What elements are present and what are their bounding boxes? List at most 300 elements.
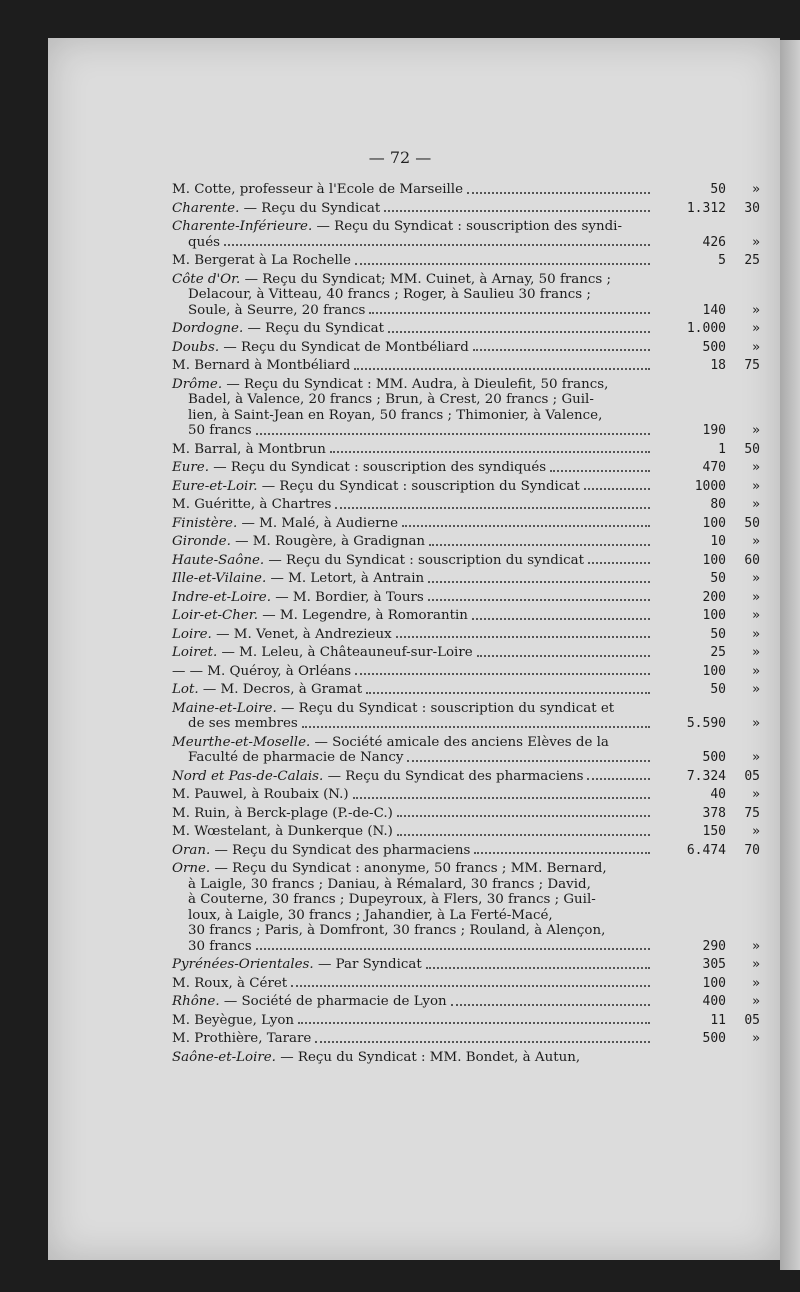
entry-line-text — [172, 994, 447, 1010]
amount-centimes: » — [752, 302, 760, 318]
amount-centimes: » — [752, 460, 760, 475]
amount — [654, 787, 760, 803]
amount — [654, 497, 760, 513]
entry-line — [172, 392, 654, 408]
amount-francs: 100 — [702, 608, 726, 623]
entry-text — [172, 1031, 654, 1047]
entry-detail: Faculté de pharmacie de Nancy — [188, 750, 404, 765]
list-item — [172, 976, 760, 992]
dot-leader — [256, 947, 650, 950]
list-item — [172, 377, 760, 439]
entry-detail: — Reçu du Syndicat des pharmaciens — [214, 842, 471, 858]
amount-francs: 426 — [702, 234, 726, 250]
amount — [654, 358, 760, 374]
list-item — [172, 516, 760, 532]
list-item — [172, 571, 760, 587]
amount-francs: 150 — [702, 824, 726, 839]
entry-detail: — Reçu du Syndicat : anonyme, 50 francs ; MM. Bernard, — [214, 861, 607, 876]
entry-line — [172, 701, 654, 717]
department-name: Orne. — [172, 861, 211, 876]
entry-detail: — Par Syndicat — [317, 957, 422, 972]
list-item — [172, 553, 760, 569]
entry-line-text — [172, 460, 546, 476]
list-item — [172, 861, 760, 954]
dot-leader — [474, 851, 650, 854]
dot-leader — [472, 617, 650, 620]
department-name: Dordogne. — [172, 321, 244, 336]
amount-francs: 1 — [718, 441, 726, 457]
amount-francs: 5.590 — [686, 716, 726, 731]
entry-detail: à Couterne, 30 francs ; Dupeyroux, à Flers, 30 francs ; Guil- — [188, 892, 596, 907]
amount — [654, 824, 760, 840]
entry-line — [172, 806, 654, 822]
entry-detail: — — M. Quéroy, à Orléans — [172, 663, 352, 679]
department-name: Saône-et-Loire. — [172, 1049, 276, 1065]
entry-line-text — [172, 1050, 580, 1066]
dot-leader — [315, 1040, 650, 1043]
amount — [654, 442, 760, 458]
entry-line-text — [172, 787, 349, 803]
amount-centimes: 60 — [744, 552, 760, 568]
amount-francs: 100 — [702, 515, 726, 531]
entry-line — [172, 340, 654, 356]
entry-detail: — M. Venet, à Andrezieux — [216, 626, 392, 642]
department-name: Rhône. — [172, 994, 220, 1009]
amount-francs: 50 — [710, 626, 726, 642]
list-item — [172, 1050, 760, 1066]
amount — [654, 682, 760, 698]
department-name: Loir-et-Cher. — [172, 608, 258, 623]
entry-line-text — [172, 861, 607, 877]
list-item — [172, 701, 760, 732]
entry-line-text — [172, 358, 350, 374]
entry-line — [172, 908, 654, 924]
department-name: Ille-et-Vilaine. — [172, 571, 267, 586]
entry-line-text — [172, 497, 331, 513]
entry-detail: — M. Malé, à Audierne — [241, 515, 399, 531]
entry-detail: à Laigle, 30 francs ; Daniau, à Rémalard, 30 francs ; David, — [188, 876, 591, 892]
entry-text — [172, 701, 654, 732]
department-name: Indre-et-Loire. — [172, 589, 271, 605]
entry-line — [172, 750, 654, 766]
entry-text — [172, 571, 654, 587]
entry-line — [172, 516, 654, 532]
dot-leader — [302, 725, 650, 728]
entry-line-text — [172, 377, 608, 393]
list-item — [172, 769, 760, 785]
entry-line — [172, 497, 654, 513]
amount — [654, 750, 760, 766]
entry-text — [172, 861, 654, 954]
entry-line-text — [172, 682, 362, 698]
dot-leader — [429, 543, 650, 546]
amount-centimes: » — [752, 589, 760, 605]
amount — [654, 182, 760, 198]
entry-line — [172, 769, 654, 785]
entry-text — [172, 645, 654, 661]
amount-centimes: » — [752, 750, 760, 765]
amount — [654, 516, 760, 532]
entry-detail: — M. Letort, à Antrain — [270, 571, 425, 586]
department-name: Oran. — [172, 842, 211, 858]
amount-francs: 25 — [710, 645, 726, 660]
list-item — [172, 735, 760, 766]
list-item — [172, 182, 760, 198]
list-item — [172, 460, 760, 476]
list-item — [172, 253, 760, 269]
entry-line-text — [188, 303, 365, 319]
list-item — [172, 824, 760, 840]
amount-francs: 50 — [710, 571, 726, 586]
dot-leader — [402, 524, 650, 527]
dot-leader — [428, 598, 650, 601]
entry-detail: M. Pauwel, à Roubaix (N.) — [172, 787, 349, 802]
list-item — [172, 358, 760, 374]
entry-line-text — [172, 976, 287, 992]
entry-line-text — [172, 516, 398, 532]
amount-francs: 290 — [702, 938, 726, 954]
entry-detail: M. Cotte, professeur à l'Ecole de Marseille — [172, 182, 464, 197]
list-item — [172, 645, 760, 661]
entry-text — [172, 627, 654, 643]
dot-leader — [366, 691, 650, 694]
list-item — [172, 608, 760, 624]
amount — [654, 608, 760, 624]
entry-detail: — Reçu du Syndicat : souscription du Syndicat — [261, 478, 580, 494]
entry-line-text — [188, 908, 553, 924]
department-name: Haute-Saône. — [172, 552, 265, 568]
entry-detail: M. Bergerat à La Rochelle — [172, 253, 351, 268]
entry-line — [172, 608, 654, 624]
entry-text — [172, 806, 654, 822]
entry-text — [172, 735, 654, 766]
department-name: Meurthe-et-Moselle. — [172, 734, 311, 750]
entry-detail: — M. Legendre, à Romorantin — [262, 608, 468, 623]
entry-text — [172, 358, 654, 374]
amount-centimes: » — [752, 626, 760, 642]
amount-centimes: » — [752, 478, 760, 494]
amount-centimes: » — [752, 1031, 760, 1046]
entry-line — [172, 571, 654, 587]
dot-leader — [298, 1021, 650, 1024]
list-item — [172, 219, 760, 250]
entry-line-text — [172, 182, 463, 198]
entry-detail: loux, à Laigle, 30 francs ; Jahandier, à La Ferté-Macé, — [188, 907, 553, 923]
amount — [654, 957, 760, 973]
amount-centimes: » — [752, 645, 760, 660]
entry-line — [172, 479, 654, 495]
amount-centimes: » — [752, 824, 760, 839]
list-item — [172, 664, 760, 680]
entry-text — [172, 664, 654, 680]
dot-leader — [407, 759, 650, 762]
department-name: Lot. — [172, 682, 199, 697]
entry-line-text — [172, 769, 583, 785]
amount-francs: 100 — [702, 663, 726, 679]
amount-francs: 190 — [702, 423, 726, 438]
amount — [654, 423, 760, 439]
amount — [654, 976, 760, 992]
amount — [654, 994, 760, 1010]
amount-francs: 11 — [710, 1012, 726, 1028]
amount-francs: 40 — [710, 787, 726, 802]
entry-detail: 30 francs — [188, 938, 252, 954]
entry-line-text — [172, 219, 622, 235]
entry-detail: M. Barral, à Montbrun — [172, 441, 326, 457]
list-item — [172, 787, 760, 803]
entry-line-text — [188, 923, 605, 939]
amount-francs: 400 — [702, 994, 726, 1009]
entry-line-text — [188, 939, 252, 955]
entry-text — [172, 321, 654, 337]
department-name: Côte d'Or. — [172, 271, 241, 287]
amount-francs: 200 — [702, 589, 726, 605]
entry-text — [172, 201, 654, 217]
amount-centimes: 30 — [744, 200, 760, 216]
amount — [654, 806, 760, 822]
subscription-list — [172, 182, 760, 1068]
entry-line-text — [172, 1031, 311, 1047]
amount-centimes: 05 — [744, 1012, 760, 1028]
entry-line — [172, 377, 654, 393]
entry-line-text — [172, 843, 470, 859]
dot-leader — [428, 580, 650, 583]
entry-line — [172, 442, 654, 458]
amount — [654, 553, 760, 569]
entry-line — [172, 321, 654, 337]
amount-francs: 1000 — [694, 478, 726, 494]
amount-centimes: 05 — [744, 768, 760, 784]
entry-line-text — [172, 735, 609, 751]
entry-line-text — [172, 442, 326, 458]
dot-leader — [467, 191, 650, 194]
dot-leader — [588, 561, 650, 564]
entry-detail: — M. Leleu, à Châteauneuf-sur-Loire — [221, 645, 473, 660]
entry-line-text — [172, 534, 425, 550]
entry-line-text — [188, 892, 596, 908]
dot-leader — [388, 330, 650, 333]
amount — [654, 571, 760, 587]
page-number: — 72 — — [368, 148, 432, 167]
amount-francs: 100 — [702, 552, 726, 568]
amount-francs: 10 — [710, 534, 726, 549]
amount-centimes: » — [752, 787, 760, 802]
entry-line — [172, 892, 654, 908]
entry-text — [172, 182, 654, 198]
entry-line — [172, 735, 654, 751]
entry-detail: — Société de pharmacie de Lyon — [223, 994, 447, 1009]
amount-centimes: » — [752, 339, 760, 355]
entry-line-text — [172, 272, 611, 288]
entry-line-text — [172, 701, 614, 717]
entry-text — [172, 994, 654, 1010]
entry-line-text — [172, 253, 351, 269]
entry-line — [172, 716, 654, 732]
entry-detail: M. Beyègue, Lyon — [172, 1012, 295, 1028]
entry-detail: qués — [188, 234, 220, 250]
amount-centimes: 25 — [744, 253, 760, 268]
entry-line-text — [172, 590, 424, 606]
amount-francs: 305 — [702, 957, 726, 972]
list-item — [172, 806, 760, 822]
dot-leader — [451, 1003, 650, 1006]
amount — [654, 534, 760, 550]
entry-detail: — M. Rougère, à Gradignan — [235, 534, 426, 549]
list-item — [172, 682, 760, 698]
amount-centimes: 75 — [744, 805, 760, 821]
list-item — [172, 1013, 760, 1029]
entry-line-text — [172, 806, 393, 822]
list-item — [172, 957, 760, 973]
entry-line — [172, 423, 654, 439]
department-name: Loiret. — [172, 645, 218, 660]
entry-line — [172, 939, 654, 955]
list-item — [172, 442, 760, 458]
amount — [654, 716, 760, 732]
amount — [654, 321, 760, 337]
entry-detail: — Reçu du Syndicat; MM. Cuinet, à Arnay, 50 francs ; — [244, 271, 612, 287]
dot-leader — [256, 432, 650, 435]
amount-centimes: » — [752, 571, 760, 586]
amount — [654, 201, 760, 217]
entry-line — [172, 1031, 654, 1047]
amount-francs: 500 — [702, 750, 726, 765]
department-name: Maine-et-Loire. — [172, 700, 277, 716]
entry-text — [172, 377, 654, 439]
amount-centimes: » — [752, 234, 760, 250]
entry-line-text — [172, 1013, 294, 1029]
entry-text — [172, 340, 654, 356]
entry-detail: — Reçu du Syndicat : souscription du syndicat — [268, 552, 585, 568]
entry-text — [172, 553, 654, 569]
entry-line — [172, 182, 654, 198]
dot-leader — [291, 984, 650, 987]
dot-leader — [584, 487, 650, 490]
entry-line — [172, 787, 654, 803]
amount-centimes: » — [752, 716, 760, 731]
entry-text — [172, 497, 654, 513]
entry-line-text — [172, 340, 469, 356]
amount-francs: 500 — [702, 1031, 726, 1046]
entry-line — [172, 861, 654, 877]
entry-line — [172, 824, 654, 840]
entry-text — [172, 590, 654, 606]
entry-text — [172, 843, 654, 859]
list-item — [172, 272, 760, 319]
entry-line — [172, 408, 654, 424]
amount-centimes: 50 — [744, 515, 760, 531]
entry-detail: M. Ruin, à Berck-plage (P.-de-C.) — [172, 805, 393, 821]
amount-centimes: » — [752, 957, 760, 972]
entry-line — [172, 253, 654, 269]
dot-leader — [355, 672, 650, 675]
department-name: Pyrénées-Orientales. — [172, 957, 314, 972]
amount-centimes: » — [752, 663, 760, 679]
department-name: Charente. — [172, 200, 240, 216]
amount-centimes: » — [752, 975, 760, 991]
entry-text — [172, 442, 654, 458]
entry-line-text — [172, 627, 392, 643]
entry-line-text — [188, 423, 252, 439]
amount — [654, 479, 760, 495]
amount-francs: 6.474 — [686, 842, 726, 858]
entry-detail: — Reçu du Syndicat — [247, 321, 385, 336]
entry-detail: — Reçu du Syndicat — [243, 200, 381, 216]
entry-text — [172, 769, 654, 785]
department-name: Charente-Inférieure. — [172, 219, 313, 234]
list-item — [172, 590, 760, 606]
department-name: Gironde. — [172, 534, 231, 549]
list-item — [172, 994, 760, 1010]
dot-leader — [335, 506, 650, 509]
entry-text — [172, 608, 654, 624]
amount-centimes: » — [752, 994, 760, 1009]
amount — [654, 1031, 760, 1047]
entry-line-text — [188, 235, 220, 251]
dot-leader — [397, 814, 650, 817]
entry-line — [172, 201, 654, 217]
entry-text — [172, 1050, 654, 1066]
entry-line-text — [172, 957, 422, 973]
entry-line-text — [172, 608, 468, 624]
entry-detail: lien, à Saint-Jean en Royan, 50 francs ; Thimonier, à Valence, — [188, 407, 603, 423]
entry-line-text — [172, 321, 384, 337]
entry-text — [172, 253, 654, 269]
dot-leader — [369, 311, 650, 314]
dot-leader — [473, 348, 650, 351]
entry-detail: — Reçu du Syndicat des pharmaciens — [327, 768, 584, 784]
entry-line-text — [172, 664, 351, 680]
amount-centimes: » — [752, 423, 760, 438]
entry-line — [172, 976, 654, 992]
amount-francs: 500 — [702, 339, 726, 355]
department-name: Eure. — [172, 460, 209, 475]
entry-detail: de ses membres — [188, 716, 298, 731]
entry-line-text — [188, 392, 594, 408]
entry-line — [172, 235, 654, 251]
entry-detail: M. Guéritte, à Chartres — [172, 497, 332, 512]
entry-line-text — [188, 716, 298, 732]
entry-line — [172, 590, 654, 606]
dot-leader — [477, 654, 650, 657]
amount-centimes: » — [752, 608, 760, 623]
entry-detail: M. Prothière, Tarare — [172, 1031, 312, 1046]
amount-francs: 18 — [710, 358, 726, 373]
entry-line-text — [188, 287, 591, 303]
entry-text — [172, 1013, 654, 1029]
entry-detail: — Reçu du Syndicat : souscription des syndiqués — [213, 460, 547, 475]
dot-leader — [550, 469, 650, 472]
list-item — [172, 479, 760, 495]
list-item — [172, 321, 760, 337]
entry-text — [172, 479, 654, 495]
entry-detail: — M. Bordier, à Tours — [275, 589, 424, 605]
dot-leader — [354, 367, 650, 370]
amount-francs: 80 — [710, 497, 726, 512]
list-item — [172, 497, 760, 513]
amount-centimes: » — [752, 938, 760, 954]
amount-centimes: 70 — [744, 842, 760, 858]
entry-detail: — Reçu du Syndicat de Montbéliard — [223, 339, 469, 355]
amount-centimes: 50 — [744, 441, 760, 457]
dot-leader — [397, 833, 650, 836]
entry-line — [172, 287, 654, 303]
entry-detail: 50 francs — [188, 423, 252, 438]
dot-leader — [587, 777, 650, 780]
amount — [654, 253, 760, 269]
entry-detail: M. Bernard à Montbéliard — [172, 358, 351, 373]
entry-text — [172, 460, 654, 476]
